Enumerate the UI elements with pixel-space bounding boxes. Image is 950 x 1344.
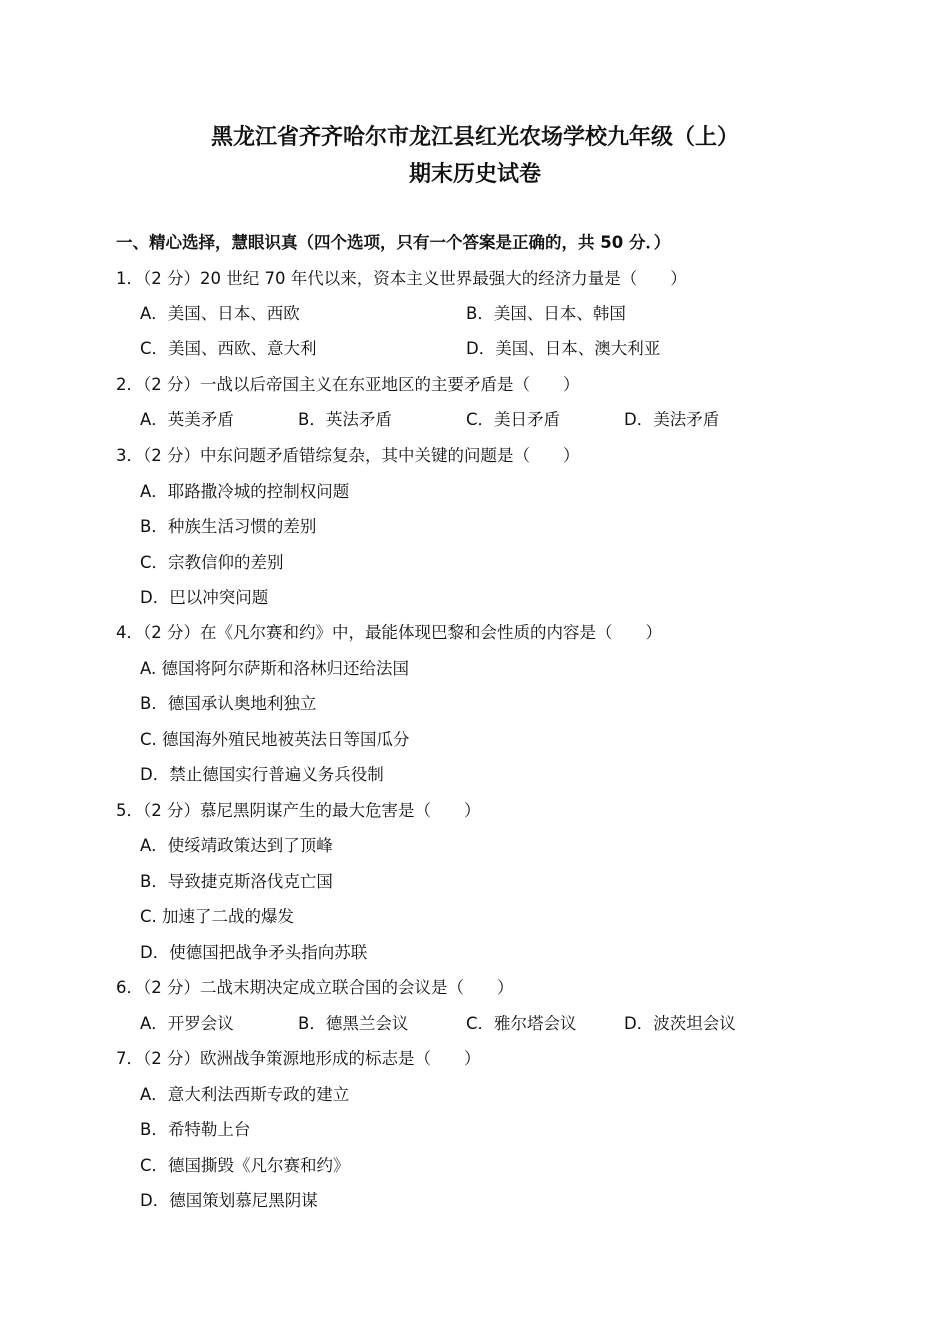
question-option: B．导致捷克斯洛伐克亡国 (140, 872, 333, 891)
question-option: C. 加速了二战的爆发 (140, 907, 295, 926)
question-option: A．意大利法西斯专政的建立 (140, 1085, 350, 1104)
question-option: B．希特勒上台 (140, 1120, 251, 1139)
question-option: B．美国、日本、韩国 (466, 304, 626, 323)
question-stem: 2．（2 分）一战以后帝国主义在东亚地区的主要矛盾是（ ） (116, 375, 580, 394)
section-heading: 一、精心选择，慧眼识真（四个选项，只有一个答案是正确的，共 50 分．） (116, 233, 671, 252)
question-option: C．宗教信仰的差别 (140, 553, 284, 572)
question-option: C．美日矛盾 (466, 410, 561, 429)
question-option: C．德国撕毁《凡尔赛和约》 (140, 1156, 350, 1175)
question-option: C. 德国海外殖民地被英法日等国瓜分 (140, 730, 410, 749)
question-stem: 6．（2 分）二战末期决定成立联合国的会议是（ ） (116, 978, 514, 997)
question-option: A．耶路撒冷城的控制权问题 (140, 482, 350, 501)
question-option: D．美国、日本、澳大利亚 (466, 339, 661, 358)
question-option: A．英美矛盾 (140, 410, 234, 429)
question-option: C．雅尔塔会议 (466, 1014, 577, 1033)
question-option: A．开罗会议 (140, 1014, 234, 1033)
question-option: B．德国承认奥地利独立 (140, 694, 317, 713)
question-option: A．使绥靖政策达到了顶峰 (140, 836, 333, 855)
question-option: C．美国、西欧、意大利 (140, 339, 317, 358)
question-option: B．英法矛盾 (298, 410, 392, 429)
question-stem: 5．（2 分）慕尼黑阴谋产生的最大危害是（ ） (116, 801, 481, 820)
question-option: D．使德国把战争矛头指向苏联 (140, 943, 368, 962)
question-stem: 3．（2 分）中东问题矛盾错综复杂，其中关键的问题是（ ） (116, 446, 580, 465)
question-option: B．种族生活习惯的差别 (140, 517, 317, 536)
question-option: D．德国策划慕尼黑阴谋 (140, 1191, 318, 1210)
question-stem: 7．（2 分）欧洲战争策源地形成的标志是（ ） (116, 1049, 481, 1068)
question-option: B．德黑兰会议 (298, 1014, 409, 1033)
page-subtitle: 期末历史试卷 (408, 162, 541, 187)
question-option: D．美法矛盾 (624, 410, 720, 429)
question-option: D．波茨坦会议 (624, 1014, 736, 1033)
question-stem: 4．（2 分）在《凡尔赛和约》中，最能体现巴黎和会性质的内容是（ ） (116, 623, 662, 642)
question-option: A．美国、日本、西欧 (140, 304, 300, 323)
question-option: D．巴以冲突问题 (140, 588, 269, 607)
page-title: 黑龙江省齐齐哈尔市龙江县红光农场学校九年级（上） (210, 125, 739, 150)
question-stem: 1．（2 分）20 世纪 70 年代以来，资本主义世界最强大的经济力量是（ ） (116, 269, 687, 288)
question-option: A. 德国将阿尔萨斯和洛林归还给法国 (140, 659, 409, 678)
question-option: D．禁止德国实行普遍义务兵役制 (140, 765, 384, 784)
